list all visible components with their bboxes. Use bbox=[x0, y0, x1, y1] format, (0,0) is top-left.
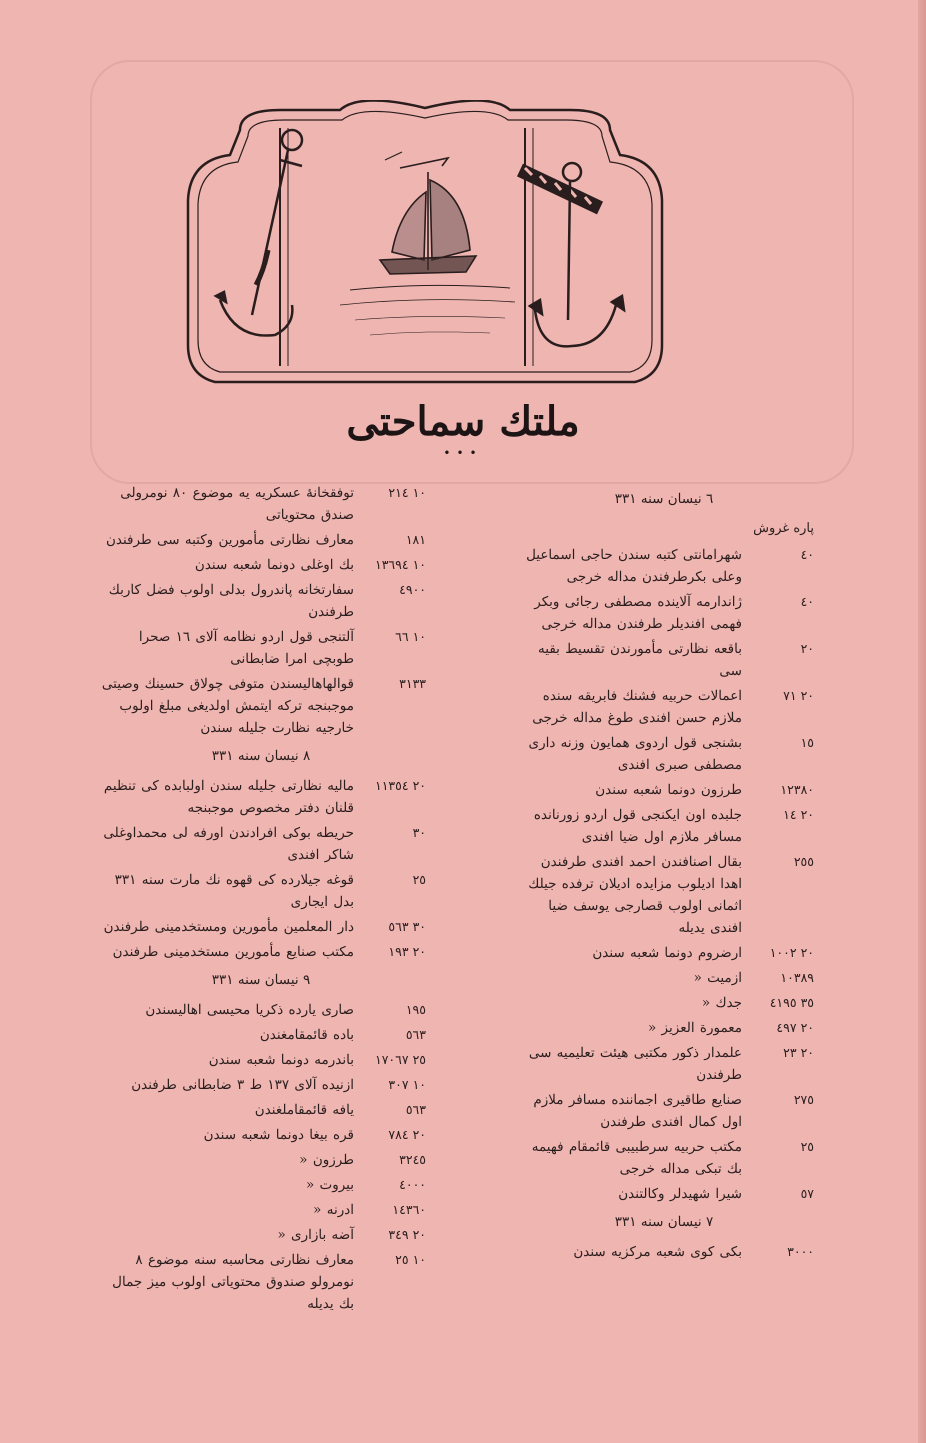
donation-description: قوالهاهاليسندن متوفی چولاق حسينك وصيتی موجبنجه تركه ايتمش اولديغی مبلغ اولوب خارجيه نظارت جليله سندن bbox=[101, 676, 354, 736]
donation-entry bbox=[96, 673, 426, 739]
donation-description: شيرا شهيدلر وكالتندن bbox=[618, 1186, 742, 1202]
donation-amount: ١٠ ٢٥ bbox=[395, 1252, 426, 1267]
donation-description: توفقخانهٔ عسكريه يه موضوع ٨٠ نومرولی صندق محتوياتی bbox=[120, 485, 354, 523]
donation-description: معارف نظارتی مأمورين وكتبه سی طرفندن bbox=[105, 532, 354, 548]
donation-description: طرزون « bbox=[299, 1152, 354, 1168]
currency-unit-label: پاره غروش bbox=[753, 521, 814, 536]
donation-description: ماليه نظارتی جليله سندن اولبابده كی تنظيم قلنان دفتر مخصوص موجبنجه bbox=[103, 778, 354, 816]
donation-entry bbox=[96, 1174, 426, 1196]
donation-amount: ٢٠ ٣٤٩ bbox=[388, 1227, 426, 1242]
date-heading: ٦ نيسان سنه ٣٣١ bbox=[614, 491, 714, 507]
donation-amount: ٣٥ ٤١٩٥ bbox=[769, 995, 814, 1010]
right-entries-list bbox=[514, 544, 814, 1263]
donation-amount: ٤٠ bbox=[800, 594, 814, 609]
anchor-left-icon bbox=[216, 130, 302, 336]
donation-entry bbox=[96, 1099, 426, 1121]
donation-description: جلبده اون ايكنجی قول اردو زورنانده مسافر ملازم اول ضيا افندی bbox=[533, 807, 742, 845]
donation-amount: ١٠ ١٣٦٩٤ bbox=[375, 557, 426, 572]
donation-entry bbox=[96, 916, 426, 938]
donation-amount: ٥٧ bbox=[800, 1186, 814, 1201]
donation-entry bbox=[96, 1149, 426, 1171]
donation-entry bbox=[514, 544, 814, 588]
donation-amount: ١٠ ٢١٤ bbox=[388, 485, 426, 500]
header-ornament-illustration bbox=[180, 100, 670, 390]
donation-description: باده قائمقامغندن bbox=[259, 1027, 354, 1043]
donation-entry bbox=[514, 967, 814, 989]
donation-entry bbox=[96, 1199, 426, 1221]
donation-amount: ٢٠ ٢٣ bbox=[783, 1045, 814, 1060]
date-heading: ٩ نيسان سنه ٣٣١ bbox=[211, 972, 311, 988]
donation-entry bbox=[96, 822, 426, 866]
donation-amount: ١٠٣٨٩ bbox=[780, 970, 814, 985]
donation-entry bbox=[514, 779, 814, 801]
donation-amount: ٢٠ ١٠٠٢ bbox=[769, 945, 814, 960]
donation-entry bbox=[96, 1249, 426, 1315]
donation-entry bbox=[514, 1089, 814, 1133]
donation-entry bbox=[96, 869, 426, 913]
donation-description: بشنجی قول اردوی همايون وزنه داری مصطفی صبری افندی bbox=[528, 735, 742, 773]
donation-entry bbox=[514, 732, 814, 776]
donation-description: دار المعلمين مأمورين ومستخدمينی طرفندن bbox=[103, 919, 354, 935]
donation-description: جدك « bbox=[701, 995, 742, 1011]
donation-amount: ٥٦٣ bbox=[405, 1027, 426, 1042]
donation-amount: ٢٠ ١١٣٥٤ bbox=[375, 778, 426, 793]
donation-amount: ١٠ ٣٠٧ bbox=[388, 1077, 426, 1092]
donation-entry bbox=[96, 775, 426, 819]
donation-entry bbox=[96, 626, 426, 670]
donation-entry bbox=[96, 579, 426, 623]
donation-description: آضه بازاری « bbox=[277, 1227, 354, 1243]
date-heading: ٧ نيسان سنه ٣٣١ bbox=[614, 1214, 714, 1230]
donation-description: بقال اصنافندن احمد افندی طرفندن اهدا اديلوب مزايده اديلان ترفده جيلك اثمانی اولوب قصارجی يوسف ضيا افندی يديله bbox=[528, 854, 742, 936]
donation-description: باندرمه دونما شعبه سندن bbox=[208, 1052, 354, 1068]
donation-amount: ٣٠ ٥٦٣ bbox=[388, 919, 426, 934]
donation-description: صنايع طاقيری اجماننده مسافر ملازم اول كمال افندی طرفندن bbox=[533, 1092, 742, 1130]
donation-description: مكتب صنايع مأمورين مستخدمينی طرفندن bbox=[112, 944, 354, 960]
donation-amount: ١٤٣٦٠ bbox=[392, 1202, 426, 1217]
donation-description: قوغه جيلارده كی قهوه نك مارت سنه ٣٣١ بدل ايجاری bbox=[114, 872, 354, 910]
donation-entry bbox=[514, 1241, 814, 1263]
page-title: ملتك سماحتی bbox=[346, 398, 580, 445]
donation-entry bbox=[96, 1074, 426, 1096]
page-gutter-shadow bbox=[918, 0, 926, 1443]
title-ornament-dots: ••• bbox=[443, 446, 483, 460]
left-entries-list bbox=[96, 482, 426, 1315]
donation-amount: ٣١٣٣ bbox=[399, 676, 426, 691]
donation-description: بكی كوی شعبه مركزيه سندن bbox=[573, 1244, 742, 1260]
donation-description: ازنيده آلای ١٣٧ ط ٣ ضابطانی طرفندن bbox=[131, 1077, 354, 1093]
donation-description: حريطه بوكی افرادندن اورفه لی محمداوغلی شاكر افندی bbox=[103, 825, 354, 863]
donation-description: ارضروم دونما شعبه سندن bbox=[592, 945, 742, 961]
donation-entry bbox=[514, 851, 814, 939]
donation-amount: ٥٦٣ bbox=[405, 1102, 426, 1117]
donation-entry bbox=[514, 638, 814, 682]
donation-description: ادرنه « bbox=[313, 1202, 354, 1218]
donation-amount: ١٩٥ bbox=[405, 1002, 426, 1017]
donation-entry bbox=[514, 591, 814, 635]
donation-description: ازميت « bbox=[693, 970, 742, 986]
anchor-right-icon bbox=[520, 163, 624, 346]
donation-entry bbox=[96, 1049, 426, 1071]
donation-entry bbox=[514, 685, 814, 729]
donation-entry bbox=[514, 992, 814, 1014]
donation-amount: ٤٠٠٠ bbox=[399, 1177, 426, 1192]
donation-entry bbox=[514, 1183, 814, 1205]
donation-amount: ٢٠ ٤٩٧ bbox=[776, 1020, 814, 1035]
donation-amount: ٢٠ ١٩٣ bbox=[388, 944, 426, 959]
donation-entry bbox=[96, 1024, 426, 1046]
left-column-donations bbox=[96, 482, 426, 1315]
donation-entry bbox=[96, 1224, 426, 1246]
donation-description: اعمالات حربيه فشنك فابريقه سنده ملازم حسن افندی طوغ مداله خرجی bbox=[532, 688, 742, 726]
donation-amount: ٢٠ ١٤ bbox=[783, 807, 814, 822]
donation-amount: ٢٠ ٧٨٤ bbox=[388, 1127, 426, 1142]
donation-amount: ١٥ bbox=[800, 735, 814, 750]
donation-amount: ٢٠ ٧١ bbox=[783, 688, 814, 703]
donation-description: شهرامانتی كتبه سندن حاجی اسماعیل وعلی بكرطرفندن مداله خرجی bbox=[526, 547, 742, 585]
donation-amount: ٢٥ bbox=[800, 1139, 814, 1154]
donation-description: آلتنجی قول اردو نظامه آلای ١٦ صحرا طوبچی امرا ضابطانی bbox=[138, 629, 354, 667]
donation-entry bbox=[96, 999, 426, 1021]
donation-amount: ٣٢٤٥ bbox=[399, 1152, 426, 1167]
donation-entry bbox=[514, 942, 814, 964]
date-heading: ٨ نيسان سنه ٣٣١ bbox=[211, 748, 311, 764]
donation-description: طرزون دونما شعبه سندن bbox=[595, 782, 742, 798]
right-column-donations bbox=[514, 482, 814, 1263]
donation-description: مكتب حربيه سرطبيبی قائمقام فهيمه بك تبكی مداله خرجی bbox=[531, 1139, 742, 1177]
donation-description: قره بيغا دونما شعبه سندن bbox=[203, 1127, 354, 1143]
donation-entry bbox=[96, 529, 426, 551]
donation-description: بك اوغلی دونما شعبه سندن bbox=[194, 557, 354, 573]
donation-description: باقعه نظارتی مأمورندن تقسيط بقيه سی bbox=[538, 641, 742, 679]
donation-entry bbox=[514, 1042, 814, 1086]
donation-amount: ٢٥ ١٧٠٦٧ bbox=[375, 1052, 426, 1067]
donation-entry bbox=[514, 804, 814, 848]
donation-amount: ٢٥٥ bbox=[793, 854, 814, 869]
donation-description: يافه قائمقاملغندن bbox=[254, 1102, 354, 1118]
donation-entry bbox=[96, 941, 426, 963]
donation-description: ژاندارمه آلاينده مصطفی رجائی وبكر فهمی افنديلر طرفندن مداله خرجی bbox=[534, 594, 742, 632]
donation-entry bbox=[96, 554, 426, 576]
donation-entry bbox=[514, 1136, 814, 1180]
donation-amount: ١٠ ٦٦ bbox=[395, 629, 426, 644]
donation-amount: ٣٠٠٠ bbox=[787, 1244, 814, 1259]
donation-entry bbox=[514, 1017, 814, 1039]
donation-description: علمدار ذكور مكتبی هيئت تعليميه سی طرفندن bbox=[528, 1045, 742, 1083]
donation-amount: ٣٠ bbox=[412, 825, 426, 840]
donation-amount: ٤٩٠٠ bbox=[399, 582, 426, 597]
sailing-ship-icon bbox=[340, 152, 515, 335]
donation-description: معمورة العزيز « bbox=[648, 1020, 742, 1036]
donation-description: سفارتخانه پاندرول بدلی اولوب فضل كاربك طرفندن bbox=[108, 582, 354, 620]
donation-amount: ٤٠ bbox=[800, 547, 814, 562]
donation-amount: ٢٧٥ bbox=[793, 1092, 814, 1107]
donation-description: بيروت « bbox=[305, 1177, 354, 1193]
donation-entry bbox=[96, 482, 426, 526]
donation-entry bbox=[96, 1124, 426, 1146]
donation-description: صاری يارده ذكريا محيسی اهاليسندن bbox=[145, 1002, 354, 1018]
donation-amount: ٢٥ bbox=[412, 872, 426, 887]
donation-amount: ٢٠ bbox=[800, 641, 814, 656]
donation-amount: ١٨١ bbox=[405, 532, 426, 547]
donation-amount: ١٢٣٨٠ bbox=[780, 782, 814, 797]
donation-description: معارف نظارتی محاسبه سنه موضوع ٨ نومرولو صندوق محتوياتی اولوب ميز جمال بك يديله bbox=[112, 1252, 354, 1312]
